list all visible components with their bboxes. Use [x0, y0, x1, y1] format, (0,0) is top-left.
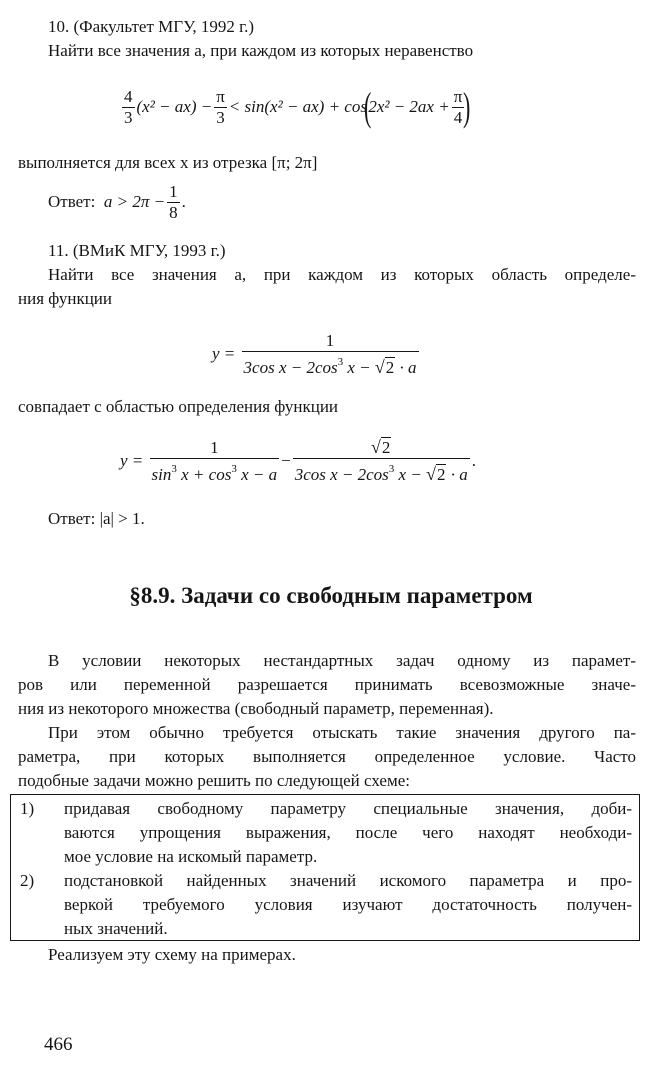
- item-2-line1: подстановкой найденных значений искомого параметра и про-: [64, 871, 632, 890]
- problem-10-statement: Найти все значения a, при каждом из которых неравенство: [48, 41, 474, 60]
- section-heading: §8.9. Задачи со свободным параметром: [129, 583, 533, 608]
- sqrt-symbol: √ 2: [374, 356, 395, 377]
- problem-10-title: 10. (Факультет МГУ, 1992 г.): [48, 17, 255, 36]
- function-1-fraction: 1 3cos $x - 2\cos^3$ x − √ 2 · a: [243, 330, 417, 377]
- para2-line1: При этом обычно требуется отыскать такие значения другого па-: [48, 723, 636, 742]
- problem-10-condition: выполняется для всех x из отрезка [π; 2π]: [18, 153, 318, 172]
- item-1-number: 1): [20, 799, 35, 818]
- item-2-line3: ных значений.: [64, 919, 168, 938]
- problem-11-statement-line1: Найти все значения a, при каждом из которых область определе-: [48, 265, 636, 284]
- para1-line1: В условии некоторых нестандартных задач одному из парамет-: [48, 651, 636, 670]
- item-2-line2: веркой требуемого условия изучают достаточность получен-: [64, 895, 632, 914]
- function-2-fraction-1: $\frac{1}{\sin^3 x + \cos^3 x - a}$: [151, 437, 278, 484]
- problem-11-title: 11. (ВМиК МГУ, 1993 г.): [48, 241, 226, 260]
- closing-sentence: Реализуем эту схему на примерах.: [48, 945, 296, 964]
- problem-10-inequality: [120, 82, 471, 132]
- problem-11-statement-line2: ния функции: [18, 289, 113, 308]
- item-1-line2: ваются упрощения выражения, после чего находят необходи-: [64, 823, 632, 842]
- item-1-line3: мое условие на искомый параметр.: [64, 847, 318, 866]
- para2-line2: раметра, при которых выполняется определенное условие. Часто: [18, 747, 636, 766]
- item-2-number: 2): [20, 871, 35, 890]
- para1-line2: ров или переменной разрешается принимать всевозможные значе-: [18, 675, 636, 694]
- expr-c: 2x² − 2ax +: [368, 97, 450, 116]
- para2-line3: подобные задачи можно решить по следующей схеме:: [18, 771, 410, 790]
- right-paren-big: ): [463, 84, 471, 129]
- function-2: y = $\frac{1}{\sin^3 x + \cos^3 x - a}$ − √ 2 3cos $x - 2\cos^3$ x − √ 2 · a .: [120, 437, 476, 484]
- problem-11-middle-text: совпадает с областью определения функции: [18, 397, 339, 416]
- function-1: y = 1 3cos $x - 2\cos^3$ x − √ 2 · a: [212, 330, 417, 377]
- function-2-fraction-2: √ 2 3cos $x - 2\cos^3$ x − √ 2 · a: [294, 437, 468, 484]
- expr-b: < sin(x² − ax) + cos: [228, 97, 367, 116]
- fraction-1-8: $\frac{1}{8}$: [169, 181, 178, 222]
- left-paren-big: (: [363, 84, 372, 129]
- item-1-line1: придавая свободному параметру специальные значения, доби-: [64, 799, 632, 818]
- para1-line3: ния из некоторого множества (свободный параметр, переменная).: [18, 699, 494, 718]
- fraction-4-3: $\frac{4}{3}$: [124, 86, 133, 127]
- problem-10-answer: Ответ: a > 2π − $\frac{1}{8}$ .: [48, 181, 186, 222]
- fraction-pi-3: $\frac{\pi}{3}$: [216, 86, 225, 127]
- page-number: 466: [44, 1034, 73, 1055]
- problem-11-answer: Ответ: |a| > 1.: [48, 509, 145, 528]
- expr-a: (x² − ax) −: [136, 97, 213, 116]
- fraction-pi-4: $\frac{\pi}{4}$: [453, 86, 463, 127]
